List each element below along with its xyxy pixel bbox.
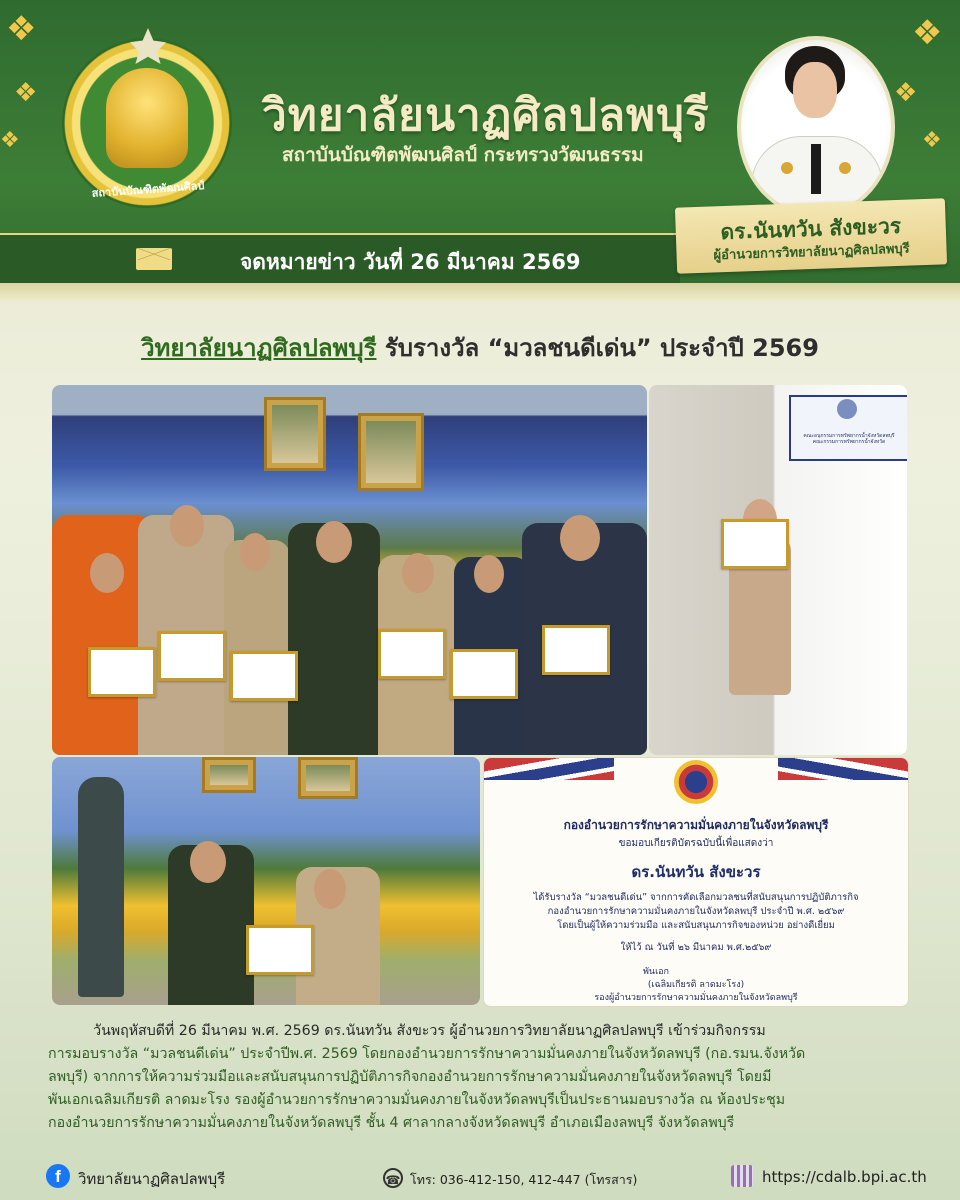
head — [170, 505, 204, 547]
logo-text: สถาบันบัณฑิตพัฒนศิลป์ — [91, 179, 205, 200]
college-logo — [62, 28, 234, 208]
certificate-body-line: กองอำนวยการรักษาความมั่นคงภายในจังหวัดลพบุรี ประจำปี พ.ศ. ๒๕๖๙ — [547, 906, 845, 917]
isoc-seal-icon — [674, 760, 718, 804]
head — [240, 533, 270, 571]
head — [316, 521, 352, 563]
medal-icon — [781, 162, 793, 174]
certificate-body-line: ได้รับรางวัล “มวลชนดีเด่น” จากการคัดเลือกมวลชนที่สนับสนุนการปฏิบัติภารกิจ — [533, 892, 859, 903]
handover-photo — [52, 757, 480, 1005]
certificate-plaque — [378, 629, 446, 679]
office-sign-line2: คณะกรรมการทรัพยากรน้ำจังหวัด — [812, 439, 886, 445]
phone-icon: ☎ — [383, 1168, 403, 1188]
header-banner — [0, 0, 960, 300]
certificate-signer: (เฉลิมเกียรติ ลาดมะโรง) — [647, 980, 745, 990]
royal-portrait-frame — [358, 413, 424, 491]
website-link[interactable]: https://cdalb.bpi.ac.th — [762, 1168, 927, 1186]
director-name: ดร.นันทวัน สังขะวร — [720, 213, 902, 245]
mail-icon — [136, 248, 172, 270]
college-title: วิทยาลัยนาฏศิลปลพบุรี — [262, 90, 710, 141]
news-body — [48, 1020, 910, 1135]
facebook-icon[interactable]: f — [46, 1164, 70, 1188]
person — [224, 540, 290, 755]
certificate-signer-title: รองผู้อำนวยการรักษาความมั่นคงภายในจังหวัดลพบุรี — [594, 993, 798, 1003]
certificate-plaque — [721, 519, 789, 569]
thai-ornament-icon: ❖ — [6, 9, 37, 49]
certificate-signer-rank: พันเอก — [642, 967, 669, 977]
director-portrait — [737, 36, 895, 218]
headline-college: วิทยาลัยนาฏศิลปลพบุรี — [141, 334, 377, 362]
director-name-banner — [675, 198, 947, 273]
certificate-plaque — [158, 631, 226, 681]
facebook-page-link[interactable]: วิทยาลัยนาฏศิลปลพบุรี — [78, 1170, 226, 1188]
director-position: ผู้อำนวยการวิทยาลัยนาฏศิลปลพบุรี — [713, 241, 910, 264]
thai-ornament-icon: ❖ — [894, 78, 918, 108]
headline-award: รับรางวัล “มวลชนดีเด่น” ประจำปี 2569 — [376, 334, 819, 362]
news-body-line: วันพฤหัสบดีที่ 26 มีนาคม พ.ศ. 2569 ดร.นันทวัน สังขะวร ผู้อำนวยการวิทยาลัยนาฏศิลปลพบุรี เข้าร่วมกิจกรรม — [48, 1023, 766, 1039]
thai-ornament-icon: ❖ — [912, 13, 943, 53]
thai-ornament-icon: ❖ — [922, 128, 942, 153]
college-subtitle: สถาบันบัณฑิตพัฒนศิลป์ กระทรวงวัฒนธรรม — [282, 144, 644, 166]
certificate-plaque — [246, 925, 314, 975]
group-photo — [52, 385, 647, 755]
thai-ornament-icon: ❖ — [0, 128, 20, 153]
certificate-intro: ขอมอบเกียรติบัตรฉบับนี้เพื่อแสดงว่า — [618, 838, 774, 849]
certificate-date: ให้ไว้ ณ วันที่ ๒๖ มีนาคม พ.ศ.๒๕๖๙ — [620, 942, 772, 953]
headline — [0, 328, 960, 367]
director-photo — [649, 385, 907, 755]
header-band — [0, 283, 960, 301]
certificate-org: กองอำนวยการรักษาความมั่นคงภายในจังหวัดลพบุรี — [563, 818, 829, 832]
phone-number: โทร: 036-412-150, 412-447 (โทรสาร) — [410, 1172, 638, 1187]
head — [190, 841, 226, 883]
newsletter-date: จดหมายข่าว วันที่ 26 มีนาคม 2569 — [240, 250, 581, 274]
news-body-line: ลพบุรี) จากการให้ความร่วมมือและสนับสนุนการปฏิบัติภารกิจกองอำนวยการรักษาความมั่นคงภายในจังหวัดลพบุรี โดยมี — [48, 1069, 772, 1085]
office-sign-text — [793, 433, 905, 445]
head — [90, 553, 124, 593]
office-sign-line1: คณะอนุกรรมการทรัพยากรน้ำจังหวัดลพบุรี — [803, 433, 895, 439]
tie — [811, 144, 821, 194]
thai-ornament-icon: ❖ — [14, 78, 38, 108]
head — [474, 555, 504, 593]
ganesha-icon — [106, 68, 188, 168]
medal-icon — [839, 162, 851, 174]
certificate-plaque — [542, 625, 610, 675]
face — [793, 62, 837, 118]
office-sign — [789, 395, 907, 461]
certificate-recipient: ดร.นันทวัน สังขะวร — [631, 863, 761, 881]
person — [52, 515, 152, 755]
news-body-line: การมอบรางวัล “มวลชนดีเด่น” ประจำปีพ.ศ. 2569 โดยกองอำนวยการรักษาความมั่นคงภายในจังหวัดลพบุรี (กอ.รมน.จังหวัด — [48, 1046, 806, 1062]
certificate-image — [483, 757, 909, 1007]
flag-ribbon-right — [778, 758, 908, 780]
royal-portrait-frame — [298, 757, 358, 799]
emblem-icon — [837, 399, 857, 419]
certificate-plaque — [450, 649, 518, 699]
qr-code-icon — [731, 1165, 753, 1187]
certificate-body-line: โดยเป็นผู้ให้ความร่วมมือ และสนับสนุนภารกิจของหน่วย อย่างดีเยี่ยม — [557, 920, 835, 931]
certificate-plaque — [230, 651, 298, 701]
news-body-line: พันเอกเฉลิมเกียรติ ลาดมะโรง รองผู้อำนวยการรักษาความมั่นคงภายในจังหวัดลพบุรีเป็นประธานมอบรางวัล ณ ห้องประชุม — [48, 1092, 786, 1108]
head — [560, 515, 600, 561]
head — [402, 553, 434, 593]
statue — [78, 777, 124, 997]
flag-ribbon-left — [484, 758, 614, 780]
footer — [0, 1160, 960, 1200]
royal-portrait-frame — [264, 397, 326, 471]
news-body-line: กองอำนวยการรักษาความมั่นคงภายในจังหวัดลพบุรี ชั้น 4 ศาลากลางจังหวัดลพบุรี อำเภอเมืองลพบุรี จังหวัดลพบุรี — [48, 1115, 735, 1131]
royal-portrait-frame — [202, 757, 256, 793]
head — [314, 869, 346, 909]
certificate-plaque — [88, 647, 156, 697]
